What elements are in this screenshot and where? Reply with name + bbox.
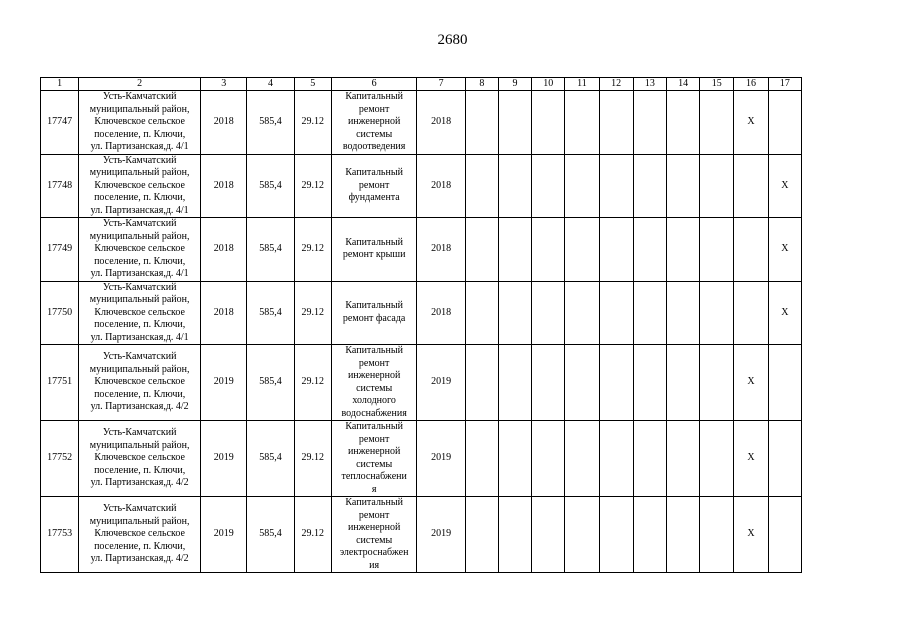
address-cell-line: муниципальный район, xyxy=(89,230,190,242)
work-cell-line: Капитальный xyxy=(345,421,403,432)
column-number: 9 xyxy=(498,78,531,91)
empty-cell xyxy=(666,497,699,573)
address-cell-line: Усть-Камчатский xyxy=(102,351,177,363)
empty-cell xyxy=(633,218,666,282)
empty-cell xyxy=(633,421,666,497)
empty-cell xyxy=(498,281,531,345)
empty-cell xyxy=(633,154,666,218)
plan-year-cell: 2019 xyxy=(417,497,465,573)
row-id: 17753 xyxy=(41,497,79,573)
work-cell-line: Капитальный xyxy=(345,345,403,356)
address-cell-line: ул. Партизанская,д. 4/2 xyxy=(90,553,189,565)
address-cell-line: муниципальный район, xyxy=(89,103,190,115)
work-cell-line: системы xyxy=(356,128,393,140)
row-id: 17752 xyxy=(41,421,79,497)
empty-cell xyxy=(465,421,498,497)
column-16-mark xyxy=(734,154,768,218)
plan-year-cell: 2019 xyxy=(417,345,465,421)
area-cell: 585,4 xyxy=(247,91,294,155)
empty-cell xyxy=(666,218,699,282)
date-cell: 29.12 xyxy=(294,497,331,573)
work-cell-line: водоснабжения xyxy=(341,407,407,419)
area-cell: 585,4 xyxy=(247,345,294,421)
empty-cell xyxy=(633,281,666,345)
work-cell-line: инженерной xyxy=(347,446,401,457)
empty-cell xyxy=(633,497,666,573)
address-cell-line: муниципальный район, xyxy=(89,294,190,305)
empty-cell xyxy=(565,497,599,573)
empty-cell xyxy=(532,91,565,155)
empty-cell xyxy=(532,154,565,218)
address-cell xyxy=(79,421,201,497)
work-cell xyxy=(331,281,417,345)
empty-cell xyxy=(465,497,498,573)
address-cell-line: поселение, п. Ключи, xyxy=(94,255,186,267)
column-16-mark: Х xyxy=(734,345,768,421)
plan-year-cell: 2018 xyxy=(417,154,465,218)
empty-cell xyxy=(565,154,599,218)
address-cell-line: поселение, п. Ключи, xyxy=(94,192,186,203)
address-cell-line: поселение, п. Ключи, xyxy=(94,388,186,400)
work-cell-line: теплоснабжени xyxy=(341,471,407,482)
column-number: 4 xyxy=(247,78,294,91)
address-cell-line: муниципальный район, xyxy=(89,363,190,375)
work-cell-line: ремонт xyxy=(358,103,390,115)
row-id: 17751 xyxy=(41,345,79,421)
column-17-mark xyxy=(768,345,801,421)
page-number: 2680 xyxy=(437,32,468,48)
empty-cell xyxy=(498,154,531,218)
date-cell: 29.12 xyxy=(294,421,331,497)
work-cell-line: Капитальный xyxy=(345,91,403,102)
plan-year-cell: 2018 xyxy=(417,281,465,345)
work-cell-line: Капитальный xyxy=(345,236,403,248)
address-cell-line: Ключевское сельское xyxy=(94,306,185,318)
empty-cell xyxy=(465,154,498,218)
table-row xyxy=(41,218,802,282)
work-cell-line: я xyxy=(371,483,377,495)
empty-cell xyxy=(565,281,599,345)
empty-cell xyxy=(465,281,498,345)
column-number: 5 xyxy=(294,78,331,91)
year-cell: 2018 xyxy=(201,218,247,282)
year-cell: 2019 xyxy=(201,421,247,497)
row-id: 17749 xyxy=(41,218,79,282)
column-number: 6 xyxy=(331,78,417,91)
empty-cell xyxy=(599,345,633,421)
area-cell: 585,4 xyxy=(247,281,294,345)
address-cell-line: поселение, п. Ключи, xyxy=(94,464,186,476)
work-cell-line: электроснабжен xyxy=(339,547,409,558)
column-number: 12 xyxy=(599,78,633,91)
address-cell-line: Ключевское сельское xyxy=(94,179,185,191)
column-16-mark: Х xyxy=(734,91,768,155)
empty-cell xyxy=(599,497,633,573)
column-number: 16 xyxy=(734,78,768,91)
table-row xyxy=(41,421,802,497)
area-cell: 585,4 xyxy=(247,421,294,497)
work-cell-line: ия xyxy=(369,559,380,571)
empty-cell xyxy=(700,345,734,421)
work-cell-line: ремонт xyxy=(358,509,390,521)
address-cell xyxy=(79,154,201,218)
address-cell-line: поселение, п. Ключи, xyxy=(94,319,186,330)
work-cell-line: ремонт xyxy=(358,433,390,445)
column-number: 10 xyxy=(532,78,565,91)
empty-cell xyxy=(666,154,699,218)
empty-cell xyxy=(700,281,734,345)
work-cell-line: ремонт крыши xyxy=(342,249,406,261)
work-cell-line: инженерной xyxy=(347,522,401,533)
address-cell-line: Усть-Камчатский xyxy=(102,218,177,229)
empty-cell xyxy=(498,91,531,155)
work-cell-line: водоотведения xyxy=(342,141,406,152)
date-cell: 29.12 xyxy=(294,345,331,421)
empty-cell xyxy=(532,497,565,573)
empty-cell xyxy=(666,421,699,497)
date-cell: 29.12 xyxy=(294,218,331,282)
row-id: 17748 xyxy=(41,154,79,218)
work-cell-line: системы xyxy=(356,382,393,394)
address-cell-line: Ключевское сельское xyxy=(94,116,185,127)
area-cell: 585,4 xyxy=(247,497,294,573)
empty-cell xyxy=(465,345,498,421)
column-16-mark: Х xyxy=(734,497,768,573)
column-17-mark xyxy=(768,91,801,155)
work-cell xyxy=(331,91,417,155)
empty-cell xyxy=(633,91,666,155)
address-cell-line: Усть-Камчатский xyxy=(102,91,177,102)
row-id: 17747 xyxy=(41,91,79,155)
year-cell: 2018 xyxy=(201,281,247,345)
address-cell-line: ул. Партизанская,д. 4/1 xyxy=(90,268,189,279)
column-17-mark: Х xyxy=(768,154,801,218)
work-cell-line: Капитальный xyxy=(345,167,403,178)
year-cell: 2018 xyxy=(201,154,247,218)
empty-cell xyxy=(498,218,531,282)
empty-cell xyxy=(498,421,531,497)
empty-cell xyxy=(700,218,734,282)
table-row xyxy=(41,497,802,573)
empty-cell xyxy=(532,281,565,345)
register-body xyxy=(41,91,802,573)
year-cell: 2019 xyxy=(201,497,247,573)
empty-cell xyxy=(700,497,734,573)
column-number: 7 xyxy=(417,78,465,91)
table-row xyxy=(41,154,802,218)
work-cell xyxy=(331,421,417,497)
plan-year-cell: 2018 xyxy=(417,218,465,282)
address-cell-line: ул. Партизанская,д. 4/2 xyxy=(90,477,189,489)
plan-year-cell: 2018 xyxy=(417,91,465,155)
date-cell: 29.12 xyxy=(294,281,331,345)
work-cell xyxy=(331,218,417,282)
empty-cell xyxy=(532,345,565,421)
work-cell-line: инженерной xyxy=(347,116,401,127)
address-cell-line: муниципальный район, xyxy=(89,167,190,178)
work-cell-line: ремонт фасада xyxy=(342,312,406,324)
column-17-mark: Х xyxy=(768,281,801,345)
empty-cell xyxy=(465,218,498,282)
column-number: 8 xyxy=(465,78,498,91)
empty-cell xyxy=(599,218,633,282)
work-cell-line: холодного xyxy=(352,395,396,406)
address-cell xyxy=(79,281,201,345)
work-cell xyxy=(331,345,417,421)
address-cell-line: Ключевское сельское xyxy=(94,528,185,540)
date-cell: 29.12 xyxy=(294,154,331,218)
table-row xyxy=(41,281,802,345)
address-cell xyxy=(79,218,201,282)
empty-cell xyxy=(565,345,599,421)
column-number: 11 xyxy=(565,78,599,91)
column-number: 3 xyxy=(201,78,247,91)
empty-cell xyxy=(599,281,633,345)
column-number: 1 xyxy=(41,78,79,91)
address-cell xyxy=(79,497,201,573)
date-cell: 29.12 xyxy=(294,91,331,155)
work-cell-line: ремонт xyxy=(358,179,390,191)
empty-cell xyxy=(700,91,734,155)
empty-cell xyxy=(666,281,699,345)
column-number: 15 xyxy=(700,78,734,91)
work-cell-line: Капитальный xyxy=(345,300,403,312)
year-cell: 2018 xyxy=(201,91,247,155)
work-cell-line: системы xyxy=(356,458,393,470)
column-number: 2 xyxy=(79,78,201,91)
column-number: 13 xyxy=(633,78,666,91)
work-cell-line: ремонт xyxy=(358,357,390,369)
address-cell-line: ул. Партизанская,д. 4/2 xyxy=(90,401,189,413)
address-cell-line: Ключевское сельское xyxy=(94,452,185,464)
column-number-row xyxy=(41,78,802,91)
empty-cell xyxy=(532,421,565,497)
empty-cell xyxy=(565,421,599,497)
work-cell xyxy=(331,497,417,573)
area-cell: 585,4 xyxy=(247,154,294,218)
column-16-mark xyxy=(734,281,768,345)
row-id: 17750 xyxy=(41,281,79,345)
empty-cell xyxy=(565,218,599,282)
address-cell-line: поселение, п. Ключи, xyxy=(94,540,186,552)
empty-cell xyxy=(700,421,734,497)
plan-year-cell: 2019 xyxy=(417,421,465,497)
address-cell-line: Усть-Камчатский xyxy=(102,154,177,166)
empty-cell xyxy=(633,345,666,421)
column-16-mark: Х xyxy=(734,421,768,497)
empty-cell xyxy=(666,91,699,155)
column-17-mark xyxy=(768,497,801,573)
address-cell-line: ул. Партизанская,д. 4/1 xyxy=(90,331,189,343)
address-cell-line: ул. Партизанская,д. 4/1 xyxy=(90,141,189,152)
work-cell xyxy=(331,154,417,218)
address-cell-line: ул. Партизанская,д. 4/1 xyxy=(90,204,189,216)
address-cell xyxy=(79,345,201,421)
column-17-mark xyxy=(768,421,801,497)
empty-cell xyxy=(498,497,531,573)
register-table xyxy=(40,77,802,573)
address-cell-line: муниципальный район, xyxy=(89,515,190,527)
table-row xyxy=(41,91,802,155)
empty-cell xyxy=(599,154,633,218)
area-cell: 585,4 xyxy=(247,218,294,282)
work-cell-line: системы xyxy=(356,534,393,546)
address-cell-line: Усть-Камчатский xyxy=(102,281,177,293)
column-number: 14 xyxy=(666,78,699,91)
empty-cell xyxy=(599,421,633,497)
address-cell-line: поселение, п. Ключи, xyxy=(94,128,186,140)
address-cell-line: Ключевское сельское xyxy=(94,376,185,388)
work-cell-line: Капитальный xyxy=(345,497,403,508)
address-cell xyxy=(79,91,201,155)
empty-cell xyxy=(666,345,699,421)
column-17-mark: Х xyxy=(768,218,801,282)
empty-cell xyxy=(465,91,498,155)
empty-cell xyxy=(498,345,531,421)
address-cell-line: Усть-Камчатский xyxy=(102,427,177,439)
column-16-mark xyxy=(734,218,768,282)
work-cell-line: фундамента xyxy=(348,192,400,203)
address-cell-line: Ключевское сельское xyxy=(94,243,185,254)
column-number: 17 xyxy=(768,78,801,91)
table-row xyxy=(41,345,802,421)
empty-cell xyxy=(565,91,599,155)
address-cell-line: Усть-Камчатский xyxy=(102,503,177,515)
empty-cell xyxy=(700,154,734,218)
empty-cell xyxy=(532,218,565,282)
empty-cell xyxy=(599,91,633,155)
address-cell-line: муниципальный район, xyxy=(89,439,190,451)
year-cell: 2019 xyxy=(201,345,247,421)
work-cell-line: инженерной xyxy=(347,370,401,381)
